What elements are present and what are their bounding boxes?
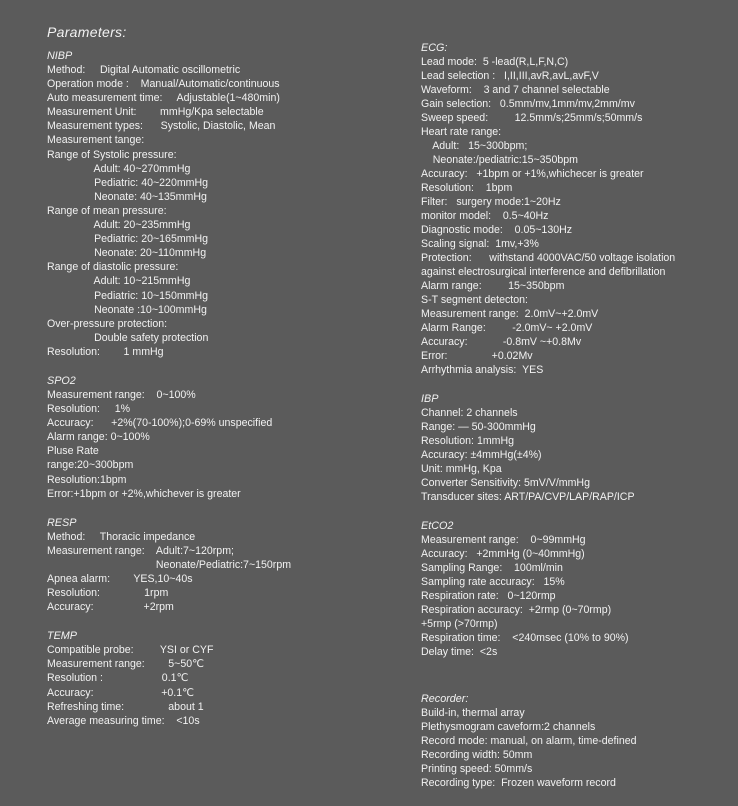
spec-line: Measurement range: 2.0mV~+2.0mV xyxy=(421,308,599,320)
spec-line: Neonate: 40~135mmHg xyxy=(47,190,207,203)
spec-line: Scaling signal: 1mv,+3% xyxy=(421,238,539,250)
spec-line: Adult: 15~300bpm; xyxy=(421,140,528,152)
section-resp xyxy=(47,517,397,615)
spec-line: range:20~300bpm xyxy=(47,459,134,472)
spec-line: Transducer sites: ART/PA/CVP/LAP/RAP/ICP xyxy=(421,491,635,503)
section-recorder xyxy=(421,693,731,790)
spec-line: Respiration time: <240msec (10% to 90%) xyxy=(421,632,629,644)
spec-line: Pediatric: 10~150mmHg xyxy=(47,289,209,302)
spec-line: Recording width: 50mm xyxy=(421,749,533,761)
spec-line: Delay time: <2s xyxy=(421,646,498,658)
spec-line: against electrosurgical interference and defibrillation xyxy=(421,266,666,278)
spec-line: Accuracy: +2%(70-100%);0-69% unspecified xyxy=(47,417,273,430)
spec-line: Printing speed: 50mm/s xyxy=(421,763,533,775)
spec-line: Recording type: Frozen waveform record xyxy=(421,777,616,789)
spec-line: Operation mode : Manual/Automatic/continuous xyxy=(47,78,280,91)
spec-line: Resolution: 1 mmHg xyxy=(47,345,164,358)
spec-line: Error: +0.02Mv xyxy=(421,350,533,362)
spec-line: Neonate: 20~110mmHg xyxy=(47,247,207,260)
spec-line: Accuracy: +2rpm xyxy=(47,601,174,614)
spec-line: monitor model: 0.5~40Hz xyxy=(421,210,549,222)
spec-line: Adult: 20~235mmHg xyxy=(47,219,191,232)
spec-line: Resolution:1bpm xyxy=(47,473,127,486)
spec-line: Neonate :10~100mmHg xyxy=(47,303,207,316)
spec-line: Measurement range: 0~99mmHg xyxy=(421,534,586,546)
spec-line: Plethysmogram caveform:2 channels xyxy=(421,721,596,733)
spec-line: Sampling rate accuracy: 15% xyxy=(421,576,565,588)
section-title: EtCO2 xyxy=(421,520,454,532)
spec-line: Lead mode: 5 -lead(R,L,F,N,C) xyxy=(421,56,569,68)
spec-line: Measurement types: Systolic, Diastolic, Mean xyxy=(47,120,276,133)
spec-line: Record mode: manual, on alarm, time-defined xyxy=(421,735,637,747)
right-column xyxy=(421,42,731,806)
spec-line: S-T segment detecton: xyxy=(421,294,528,306)
section-title: IBP xyxy=(421,393,439,405)
spec-line: Adult: 40~270mmHg xyxy=(47,162,191,175)
section-ecg xyxy=(421,42,731,377)
spec-line: Gain selection: 0.5mm/mv,1mm/mv,2mm/mv xyxy=(421,98,635,110)
spec-line: Alarm range: 15~350bpm xyxy=(421,280,565,292)
spec-line: Range of Systolic pressure: xyxy=(47,148,177,161)
spec-line: Measurement range: Adult:7~120rpm; xyxy=(47,544,234,557)
section-spo2 xyxy=(47,375,397,501)
spec-line: Arrhythmia analysis: YES xyxy=(421,364,544,376)
spec-line: Resolution: 1rpm xyxy=(47,587,169,600)
spec-line: Average measuring time: <10s xyxy=(47,714,200,727)
section-title: NIBP xyxy=(47,50,73,62)
spec-line: Apnea alarm: YES,10~40s xyxy=(47,573,193,585)
section-ibp xyxy=(421,393,731,504)
section-etco2 xyxy=(421,520,731,659)
spec-line: Lead selection : I,II,III,avR,avL,avF,V xyxy=(421,70,599,82)
spec-line: Error:+1bpm or +2%,whichever is greater xyxy=(47,487,241,500)
section-title: SPO2 xyxy=(47,374,76,387)
spec-line: Measurement Unit: mmHg/Kpa selectable xyxy=(47,106,264,119)
spec-line: Sweep speed: 12.5mm/s;25mm/s;50mm/s xyxy=(421,112,643,124)
spec-line: Waveform: 3 and 7 channel selectable xyxy=(421,84,610,96)
spec-line: Neonate/Pediatric:7~150rpm xyxy=(47,558,292,571)
section-title: RESP xyxy=(47,516,77,529)
spec-line: Alarm Range: -2.0mV~ +2.0mV xyxy=(421,322,593,334)
spec-line: Heart rate range: xyxy=(421,126,502,138)
section-title: TEMP xyxy=(47,630,77,643)
spec-line: Accuracy: -0.8mV ~+0.8Mv xyxy=(421,336,582,348)
spec-line: Range: — 50-300mmHg xyxy=(421,421,536,433)
spec-line: Pediatric: 40~220mmHg xyxy=(47,176,209,189)
spec-line: Method: Thoracic impedance xyxy=(47,530,196,543)
spec-line: Diagnostic mode: 0.05~130Hz xyxy=(421,224,573,236)
page-title: Parameters: xyxy=(47,24,127,40)
spec-line: Filter: surgery mode:1~20Hz xyxy=(421,196,561,208)
spec-line: Range of diastolic pressure: xyxy=(47,261,179,274)
spec-line: Build-in, thermal array xyxy=(421,707,525,719)
spec-line: Refreshing time: about 1 xyxy=(47,700,204,713)
spec-line: Method: Digital Automatic oscillometric xyxy=(47,64,241,76)
spec-line: Measurement range: 0~100% xyxy=(47,388,196,401)
spec-line: Respiration accuracy: +2rmp (0~70rmp) xyxy=(421,604,612,616)
spec-line: Sampling Range: 100ml/min xyxy=(421,562,563,574)
spec-line: Range of mean pressure: xyxy=(47,204,167,217)
spec-line: Pediatric: 20~165mmHg xyxy=(47,233,209,246)
spec-line: Accuracy: +0.1℃ xyxy=(47,686,195,699)
spec-line: Compatible probe: YSI or CYF xyxy=(47,644,214,657)
spec-line: Respiration rate: 0~120rmp xyxy=(421,590,556,602)
spec-line: Auto measurement time: Adjustable(1~480min) xyxy=(47,92,280,105)
spec-line: Over-pressure protection: xyxy=(47,317,168,330)
spec-line: Measurement range: 5~50℃ xyxy=(47,658,205,671)
spec-line: Channel: 2 channels xyxy=(421,407,518,419)
spec-line: Accuracy: ±4mmHg(±4%) xyxy=(421,449,542,461)
spec-line: +5rmp (>70rmp) xyxy=(421,618,498,630)
section-nibp xyxy=(47,50,397,359)
spec-line: Accuracy: +1bpm or +1%,whichecer is greater xyxy=(421,168,644,180)
spec-line: Protection: withstand 4000VAC/50 voltage isolation xyxy=(421,252,676,264)
spec-line: Adult: 10~215mmHg xyxy=(47,275,191,288)
spec-line: Double safety protection xyxy=(47,331,209,344)
spec-line: Resolution : 0.1℃ xyxy=(47,672,189,685)
spec-line: Converter Sensitivity: 5mV/V/mmHg xyxy=(421,477,590,489)
spec-line: Unit: mmHg, Kpa xyxy=(421,463,502,475)
spec-line: Neonate:/pediatric:15~350bpm xyxy=(421,154,578,166)
section-title: Recorder: xyxy=(421,693,469,705)
spec-line: Resolution: 1bpm xyxy=(421,182,513,194)
spec-line: Resolution: 1% xyxy=(47,403,131,416)
spec-line: Resolution: 1mmHg xyxy=(421,435,515,447)
spec-line: Alarm range: 0~100% xyxy=(47,431,150,444)
section-temp xyxy=(47,630,397,728)
spec-line: Measurement tange: xyxy=(47,134,145,147)
left-column xyxy=(47,50,397,744)
spec-line: Accuracy: +2mmHg (0~40mmHg) xyxy=(421,548,585,560)
spec-line: Pluse Rate xyxy=(47,445,99,458)
section-title: ECG: xyxy=(421,42,448,54)
